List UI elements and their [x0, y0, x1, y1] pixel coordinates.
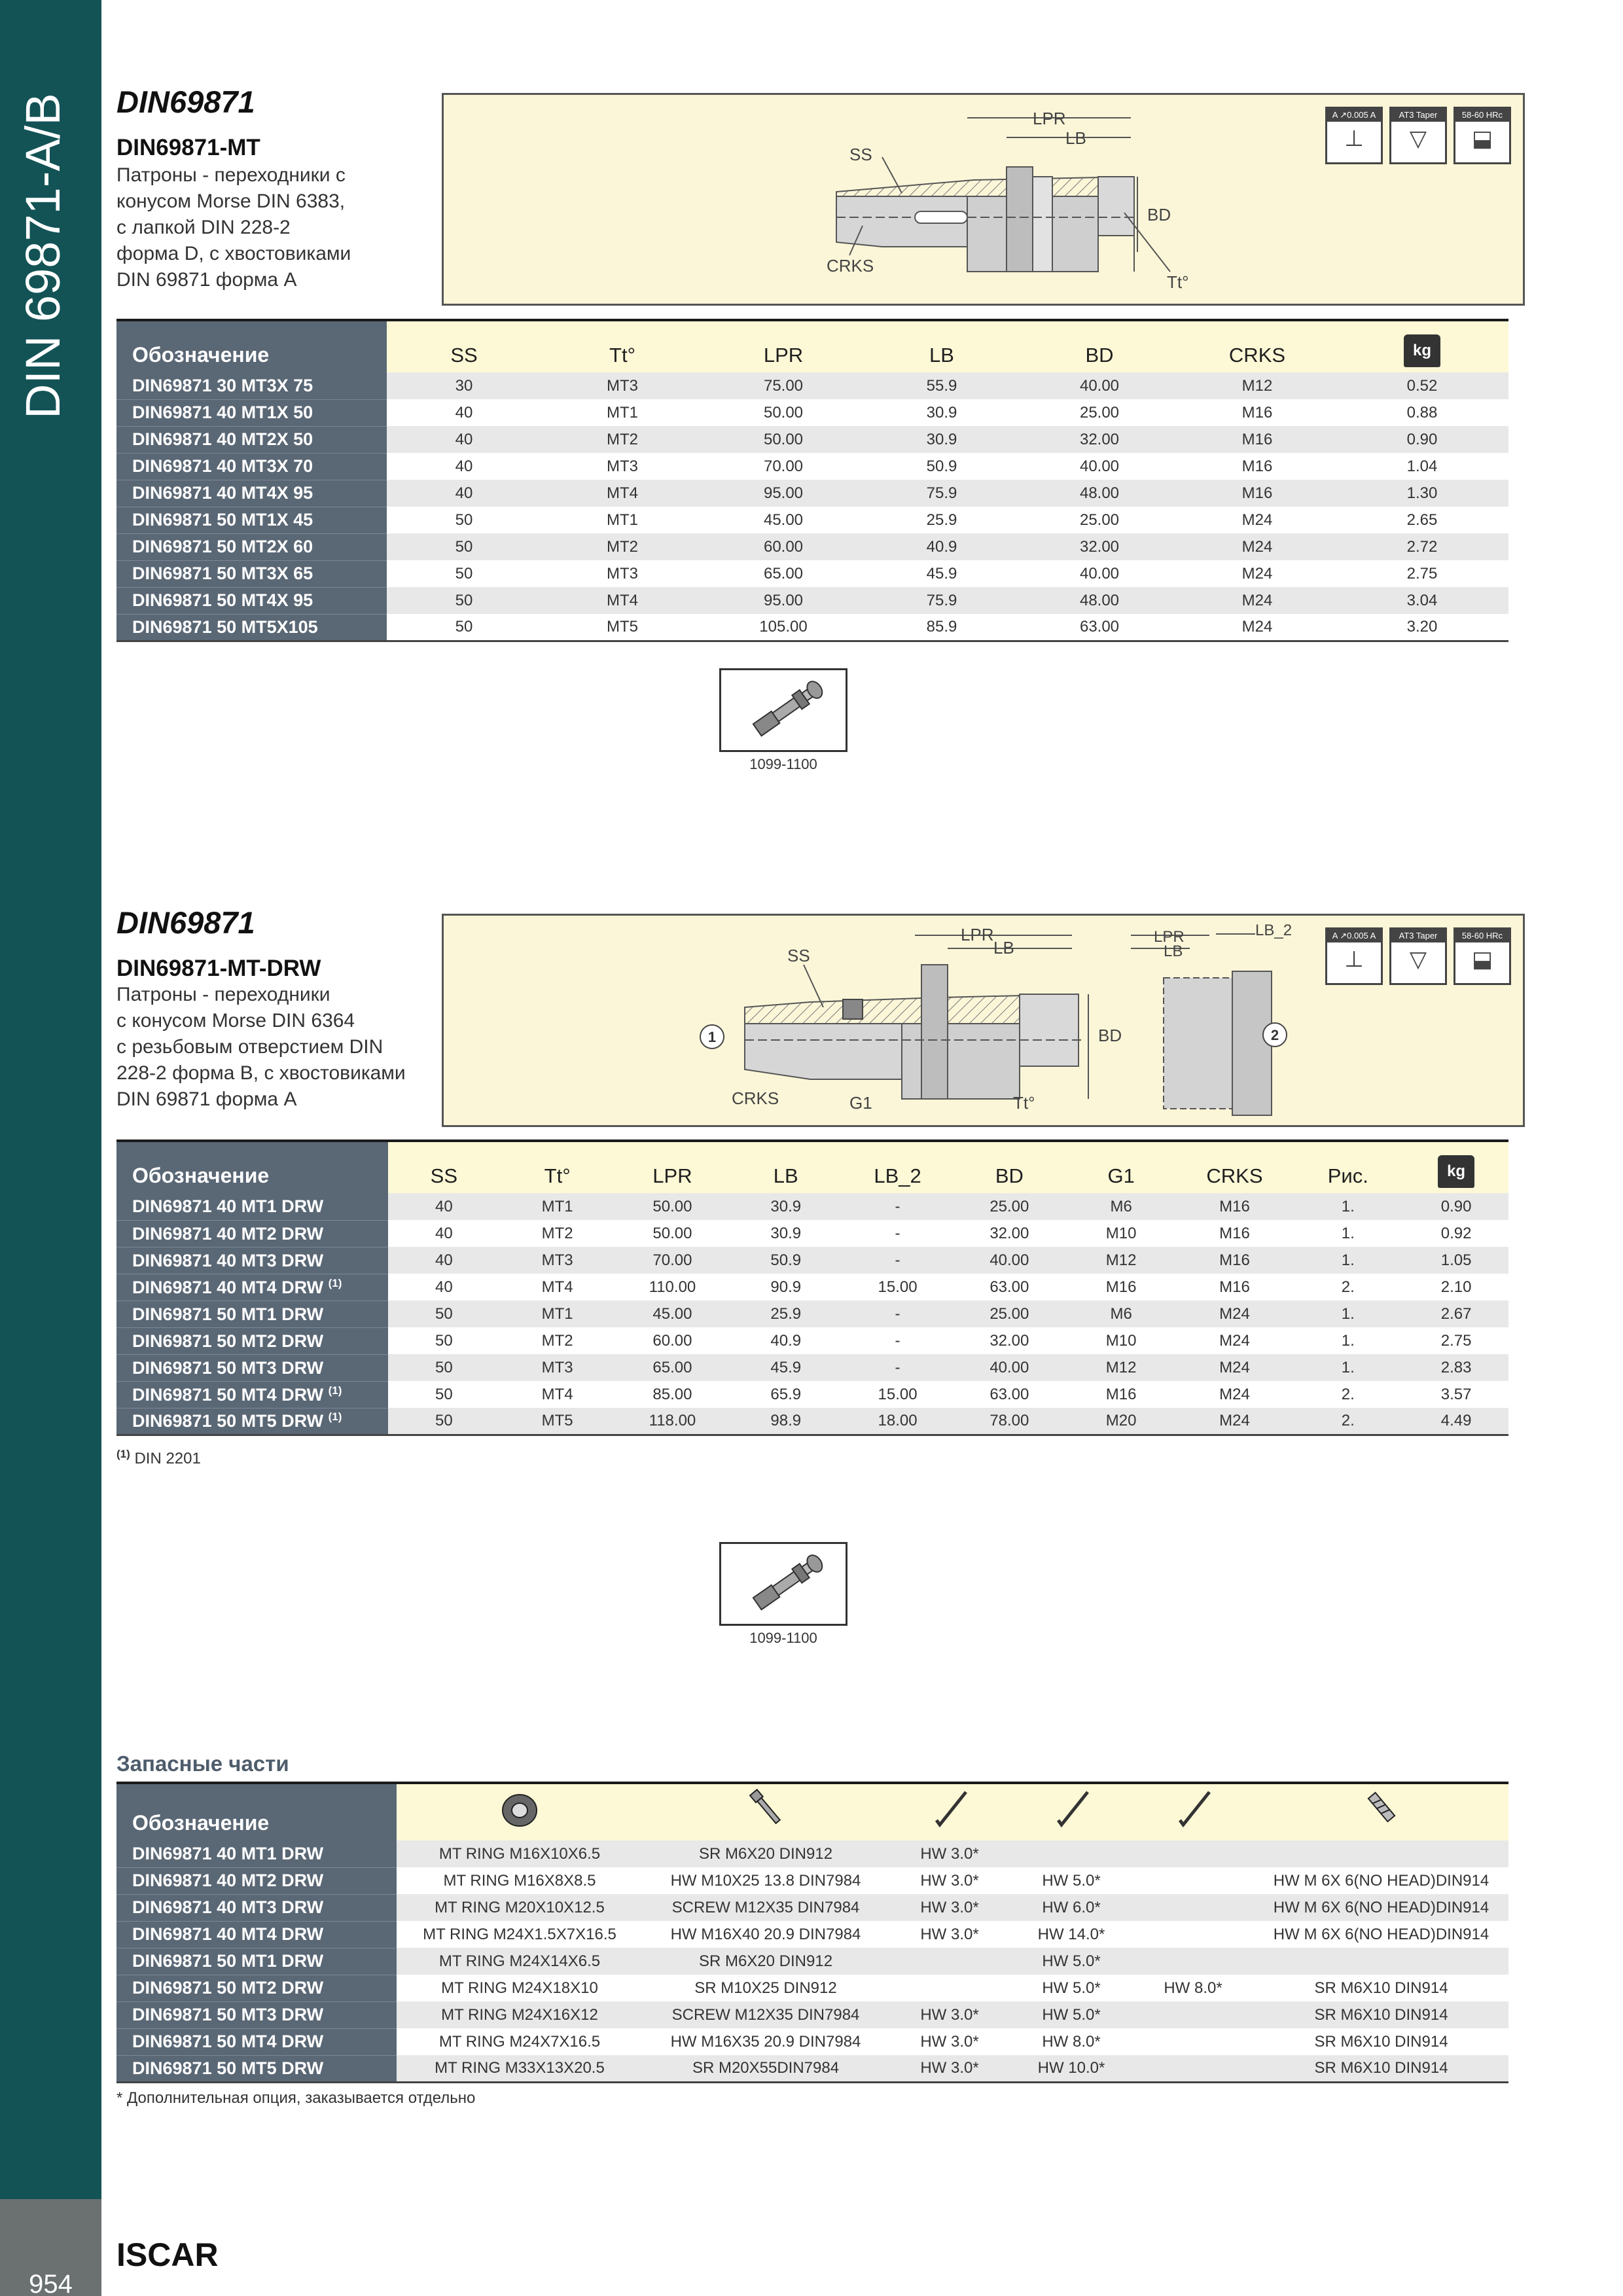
- header-lpr: LPR: [704, 320, 863, 372]
- table-header-row: [116, 320, 1508, 372]
- hardness-icon: ⬓: [1471, 947, 1493, 972]
- spare-parts-table-body: [116, 1840, 1508, 2082]
- table-row: DIN69871 40 MT2 DRW MT RING M16X8X8.5 HW M10X25 13.8 DIN7984 HW 3.0* HW 5.0* HW M 6X 6(NO HEAD)DIN914: [116, 1867, 1508, 1894]
- set-screw-icon: [1359, 1784, 1404, 1830]
- section2-table: [116, 1139, 1508, 1436]
- header-set-screw: [1254, 1783, 1508, 1840]
- section1-diagram: [442, 93, 1525, 306]
- table-row: DIN69871 50 MT5X105 50 MT5 105.00 85.9 63.00 M24 3.20: [116, 614, 1508, 641]
- table-row: DIN69871 50 MT3X 65 50 MT3 65.00 45.9 40.00 M24 2.75: [116, 560, 1508, 587]
- pull-stud-icon: [721, 670, 846, 750]
- runout-badge: A ↗0.005 A ⊥: [1325, 927, 1383, 985]
- pull-stud-icon: [721, 1544, 846, 1624]
- thumbnail-caption: 1099-1100: [749, 1630, 817, 1646]
- header-bd: BD: [954, 1141, 1065, 1193]
- header-ss: SS: [387, 320, 541, 372]
- section1-description: Патроны - переходники с конусом Morse DIN 6383, с лапкой DIN 228-2 форма D, с хвостовиками DIN 69871 форма A: [116, 164, 351, 291]
- table-row: DIN69871 50 MT2 DRW 50 MT2 60.00 40.9 - 32.00 M10 M24 1. 2.75: [116, 1327, 1508, 1354]
- diagram-label-crks: CRKS: [827, 256, 874, 276]
- header-weight: [1404, 1141, 1508, 1193]
- hex-wrench-icon: [1052, 1784, 1091, 1830]
- diagram-label-ss: SS: [849, 145, 872, 164]
- brand-logo: ISCAR: [116, 2236, 219, 2273]
- diagram-label-bd: BD: [1147, 205, 1171, 224]
- diagram-label-lpr-2: LPR: [1154, 928, 1185, 946]
- taper-badge: AT3 Taper ▽: [1389, 927, 1447, 985]
- header-tt: Tt°: [500, 1141, 615, 1193]
- table-row: DIN69871 40 MT3 DRW MT RING M20X10X12.5 SCREW M12X35 DIN7984 HW 3.0* HW 6.0* HW M 6X 6(NO HEAD)DIN914: [116, 1894, 1508, 1921]
- table-row: DIN69871 50 MT4 DRW MT RING M24X7X16.5 HW M16X35 20.9 DIN7984 HW 3.0* HW 8.0* SR M6X10 DIN914: [116, 2028, 1508, 2055]
- spare-parts-table: [116, 1782, 1508, 2083]
- diagram-label-tt: Tt°: [1167, 272, 1189, 292]
- header-bd: BD: [1020, 320, 1179, 372]
- runout-icon: ⊥: [1344, 126, 1364, 151]
- header-designation: Обозначение: [116, 320, 387, 372]
- diagram-label-lb-2: LB: [1164, 942, 1183, 960]
- table-row: DIN69871 40 MT2 DRW 40 MT2 50.00 30.9 - 32.00 M10 M16 1. 0.92: [116, 1220, 1508, 1247]
- table-row: DIN69871 50 MT1X 45 50 MT1 45.00 25.9 25.00 M24 2.65: [116, 507, 1508, 533]
- header-designation: Обозначение: [116, 1141, 388, 1193]
- header-screw: [643, 1783, 889, 1840]
- header-figure: Рис.: [1292, 1141, 1404, 1193]
- screw-icon: [743, 1784, 789, 1830]
- header-crks: CRKS: [1179, 320, 1336, 372]
- sidebar-title: DIN 69871-A/B: [16, 93, 70, 419]
- hex-wrench-icon: [1173, 1784, 1213, 1830]
- table-row: DIN69871 50 MT2 DRW MT RING M24X18X10 SR M10X25 DIN912 HW 5.0* HW 8.0* SR M6X10 DIN914: [116, 1975, 1508, 2001]
- section2-diagram: [442, 914, 1525, 1127]
- table-row: DIN69871 50 MT5 DRW MT RING M33X13X20.5 SR M20X55DIN7984 HW 3.0* HW 10.0* SR M6X10 DIN914: [116, 2055, 1508, 2082]
- header-crks: CRKS: [1177, 1141, 1293, 1193]
- diagram-label-lpr: LPR: [961, 925, 994, 944]
- diagram-label-tt: Tt°: [1013, 1093, 1035, 1113]
- spare-parts-footnote: * Дополнительная опция, заказывается отдельно: [116, 2089, 476, 2107]
- weight-icon: kg: [1438, 1155, 1474, 1188]
- table-row: DIN69871 40 MT4X 95 40 MT4 95.00 75.9 48.00 M16 1.30: [116, 480, 1508, 507]
- section2-footnote: $^{(1)}$ DIN 2201: [116, 1448, 201, 1467]
- header-tt: Tt°: [541, 320, 704, 372]
- pull-stud-thumbnail[interactable]: [719, 1542, 847, 1626]
- hardness-icon: ⬓: [1471, 126, 1493, 151]
- runout-badge: A ↗0.005 A ⊥: [1325, 107, 1383, 164]
- hardness-badge: 58-60 HRc ⬓: [1454, 107, 1511, 164]
- header-lb: LB: [863, 320, 1020, 372]
- diagram-label-lb: LB: [1065, 128, 1086, 148]
- table-row: DIN69871 50 MT1 DRW MT RING M24X14X6.5 SR M6X20 DIN912 HW 5.0*: [116, 1948, 1508, 1975]
- diagram-label-lb2: LB_2: [1255, 922, 1293, 939]
- svg-text:2: 2: [1270, 1027, 1279, 1043]
- section1-table-body: [116, 372, 1508, 641]
- table-row: DIN69871 40 MT4 DRW $^{(1)}$ 40 MT4 110.00 90.9 15.00 63.00 M16 M16 2. 2.10: [116, 1274, 1508, 1300]
- table-header-row: [116, 1783, 1508, 1840]
- header-designation: Обозначение: [116, 1783, 397, 1840]
- hex-wrench-icon: [930, 1784, 969, 1830]
- header-lpr: LPR: [615, 1141, 730, 1193]
- table-row: DIN69871 50 MT3 DRW MT RING M24X16X12 SCREW M12X35 DIN7984 HW 3.0* HW 5.0* SR M6X10 DIN914: [116, 2001, 1508, 2028]
- svg-text:1: 1: [707, 1029, 717, 1045]
- diagram-label-lb: LB: [993, 938, 1014, 958]
- spec-badges: [1325, 927, 1511, 985]
- section2-title: DIN69871: [116, 905, 255, 940]
- mt-ring-icon: [497, 1791, 543, 1830]
- thumbnail-caption: 1099-1100: [749, 756, 817, 772]
- table-row: DIN69871 50 MT2X 60 50 MT2 60.00 40.9 32.00 M24 2.72: [116, 533, 1508, 560]
- hardness-badge: 58-60 HRc ⬓: [1454, 927, 1511, 985]
- sidebar: [0, 0, 101, 2296]
- diagram-label-ss: SS: [787, 946, 810, 965]
- section2-table-body: [116, 1193, 1508, 1435]
- header-lb: LB: [730, 1141, 842, 1193]
- table-row: DIN69871 50 MT3 DRW 50 MT3 65.00 45.9 - 40.00 M12 M24 1. 2.83: [116, 1354, 1508, 1381]
- diagram-label-lpr: LPR: [1033, 109, 1066, 128]
- section1-subtitle: DIN69871-MT: [116, 135, 260, 160]
- header-weight: [1336, 320, 1508, 372]
- table-row: DIN69871 50 MT5 DRW $^{(1)}$ 50 MT5 118.00 98.9 18.00 78.00 M20 M24 2. 4.49: [116, 1408, 1508, 1435]
- header-hex-wrench-1: [889, 1783, 1010, 1840]
- page-number: 954: [29, 2270, 73, 2296]
- table-row: DIN69871 40 MT3 DRW 40 MT3 70.00 50.9 - 40.00 M12 M16 1. 1.05: [116, 1247, 1508, 1274]
- spec-badges: [1325, 107, 1511, 164]
- weight-icon: kg: [1404, 334, 1440, 367]
- header-hex-wrench-2: [1010, 1783, 1132, 1840]
- diagram-label-crks: CRKS: [732, 1088, 779, 1108]
- table-row: DIN69871 40 MT1X 50 40 MT1 50.00 30.9 25.00 M16 0.88: [116, 399, 1508, 426]
- table-row: DIN69871 40 MT1 DRW MT RING M16X10X6.5 SR M6X20 DIN912 HW 3.0*: [116, 1840, 1508, 1867]
- spare-parts-title: Запасные части: [116, 1751, 289, 1776]
- section2-description: Патроны - переходники с конусом Morse DIN 6364 с резьбовым отверстием DIN 228-2 форма B, с хвостовиками DIN 69871 форма A: [116, 984, 406, 1110]
- pull-stud-thumbnail[interactable]: [719, 668, 847, 752]
- table-row: DIN69871 30 MT3X 75 30 MT3 75.00 55.9 40.00 M12 0.52: [116, 372, 1508, 399]
- section1-title: DIN69871: [116, 84, 255, 119]
- header-g1: G1: [1065, 1141, 1177, 1193]
- table-header-row: [116, 1141, 1508, 1193]
- section1-table: [116, 319, 1508, 642]
- diagram-label-bd: BD: [1098, 1026, 1122, 1045]
- taper-icon: ▽: [1409, 947, 1427, 972]
- section2-subtitle: DIN69871-MT-DRW: [116, 956, 321, 981]
- header-lb2: LB_2: [842, 1141, 954, 1193]
- taper-icon: ▽: [1409, 126, 1427, 151]
- table-row: DIN69871 50 MT4X 95 50 MT4 95.00 75.9 48.00 M24 3.04: [116, 587, 1508, 614]
- table-row: DIN69871 40 MT4 DRW MT RING M24X1.5X7X16.5 HW M16X40 20.9 DIN7984 HW 3.0* HW 14.0* HW M 6X 6(NO HEAD)DIN914: [116, 1921, 1508, 1948]
- table-row: DIN69871 40 MT1 DRW 40 MT1 50.00 30.9 - 25.00 M6 M16 1. 0.90: [116, 1193, 1508, 1220]
- diagram-label-g1: G1: [849, 1093, 872, 1113]
- header-ss: SS: [388, 1141, 500, 1193]
- header-mt-ring: [397, 1783, 643, 1840]
- table-row: DIN69871 50 MT1 DRW 50 MT1 45.00 25.9 - 25.00 M6 M24 1. 2.67: [116, 1300, 1508, 1327]
- table-row: DIN69871 40 MT2X 50 40 MT2 50.00 30.9 32.00 M16 0.90: [116, 426, 1508, 453]
- table-row: DIN69871 50 MT4 DRW $^{(1)}$ 50 MT4 85.00 65.9 15.00 63.00 M16 M24 2. 3.57: [116, 1381, 1508, 1408]
- header-hex-wrench-3: [1132, 1783, 1254, 1840]
- taper-badge: AT3 Taper ▽: [1389, 107, 1447, 164]
- runout-icon: ⊥: [1344, 947, 1364, 972]
- table-row: DIN69871 40 MT3X 70 40 MT3 70.00 50.9 40.00 M16 1.04: [116, 453, 1508, 480]
